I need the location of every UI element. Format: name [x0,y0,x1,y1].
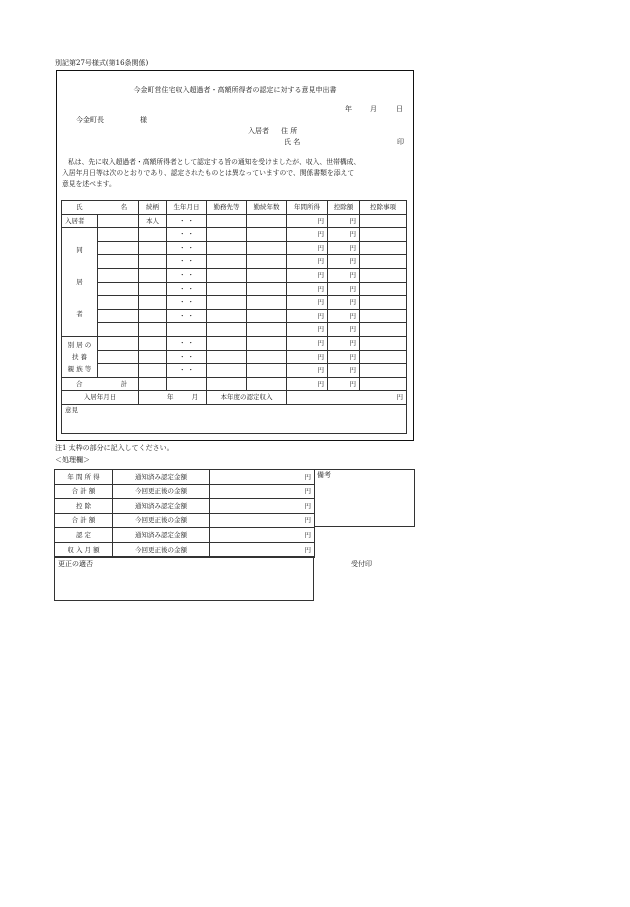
relation-cell[interactable] [139,228,167,242]
relation-cell[interactable] [139,323,167,337]
addressee-name: 今金町長 [76,116,104,124]
table-row [62,296,407,310]
table-row [55,513,315,528]
header-deduction: 控除額 [328,201,360,215]
total-row [62,377,407,391]
birthdate-cell[interactable]: ・ ・ [167,350,207,364]
header-name [62,201,139,215]
correction-label: 更正の適否 [58,560,93,568]
workplace-cell[interactable] [207,241,247,255]
income-cell[interactable]: 円 [287,309,328,323]
group-label-dependents [62,336,98,377]
deduction-items-cell[interactable] [360,228,407,242]
workplace-cell[interactable] [207,336,247,350]
table-header-row [62,201,407,215]
deduction-cell[interactable]: 円 [328,350,360,364]
name-cell[interactable] [98,350,139,364]
move-in-date-cell[interactable] [139,391,207,405]
date-month: 月 [370,105,377,113]
birthdate-cell[interactable]: ・ ・ [167,241,207,255]
workplace-cell[interactable] [207,350,247,364]
form-title: 今金町営住宅収入超過者・高額所得者の認定に対する意見申出書 [133,86,337,94]
header-name-given: 名 [120,203,128,212]
processing-label: ＜処理欄＞ [55,456,90,464]
deduction-cell[interactable]: 円 [328,336,360,350]
birthdate-cell[interactable]: ・ ・ [167,214,207,228]
date-day: 日 [396,105,403,113]
income-cell[interactable]: 円 [287,296,328,310]
group-char: 居 [76,277,83,286]
proc-group-label: 認 定 [55,528,113,543]
deduction-cell[interactable]: 円 [328,241,360,255]
birthdate-cell[interactable]: ・ ・ [167,255,207,269]
move-in-month: 月 [191,393,199,402]
applicant-name-label: 氏 名 [284,138,301,146]
years-cell[interactable] [247,364,287,378]
table-row [62,228,407,242]
birthdate-cell[interactable]: ・ ・ [167,296,207,310]
empty-cell [247,377,287,391]
birthdate-cell[interactable]: ・ ・ [167,228,207,242]
relation-cell[interactable] [139,309,167,323]
workplace-cell[interactable] [207,268,247,282]
empty-cell [360,377,407,391]
name-cell[interactable] [98,268,139,282]
proc-amount-cell[interactable]: 円 [210,484,315,499]
date-year: 年 [345,105,352,113]
table-row [62,241,407,255]
deduction-items-cell[interactable] [360,255,407,269]
years-cell[interactable] [247,282,287,296]
proc-amount-cell[interactable]: 円 [210,470,315,485]
table-row [55,528,315,543]
workplace-cell[interactable] [207,364,247,378]
statement-line: 私は、先に収入超過者・高額所得者として認定する旨の通知を受けましたが、収入、世帯構成、 [68,158,361,166]
deduction-items-cell[interactable] [360,214,407,228]
name-cell[interactable] [98,323,139,337]
statement-line: 入居年月日等は次のとおりであり、認定されたものとは異なっていますので、関係書類を添えて [62,168,355,177]
workplace-cell[interactable] [207,214,247,228]
note: 注1 太枠の部分に記入してください。 [55,444,174,452]
deduction-items-cell[interactable] [360,323,407,337]
proc-row-label: 今回更正後の金額 [113,542,210,557]
years-cell[interactable] [247,323,287,337]
applicant-table [61,200,407,434]
workplace-cell[interactable] [207,309,247,323]
proc-row-label: 通知済み認定金額 [113,499,210,514]
table-row [62,336,407,350]
relation-cell[interactable] [139,336,167,350]
proc-amount-cell[interactable]: 円 [210,542,315,557]
relation-cell[interactable] [139,364,167,378]
applicant-address-label: 住 所 [281,127,298,135]
years-cell[interactable] [247,309,287,323]
deduction-items-cell[interactable] [360,241,407,255]
move-in-label: 入居年月日 [62,391,139,405]
name-cell[interactable] [98,228,139,242]
group-char: 扶 養 [71,352,88,361]
proc-group-label: 控 除 [55,499,113,514]
processing-table [54,469,315,558]
income-cell[interactable]: 円 [287,214,328,228]
years-cell[interactable] [247,336,287,350]
table-row [62,309,407,323]
deduction-items-cell[interactable] [360,350,407,364]
header-income: 年間所得 [287,201,328,215]
move-in-year: 年 [167,393,174,402]
relation-cell[interactable] [139,241,167,255]
deduction-cell[interactable]: 円 [328,323,360,337]
applicant-label: 入居者 [248,127,269,135]
deduction-items-cell[interactable] [360,282,407,296]
applicant-seal: 印 [397,138,404,146]
statement [62,157,360,189]
workplace-cell[interactable] [207,296,247,310]
table-row [55,499,315,514]
birthdate-cell[interactable]: ・ ・ [167,364,207,378]
deduction-cell[interactable]: 円 [328,296,360,310]
income-cell[interactable]: 円 [287,323,328,337]
total-char: 合 [76,379,83,388]
certified-income-label: 本年度の認定収入 [207,391,287,405]
header-workplace: 勤務先等 [207,201,247,215]
certified-income-cell[interactable]: 円 [287,391,407,405]
deduction-items-cell[interactable] [360,268,407,282]
deduction-cell[interactable]: 円 [328,364,360,378]
row-label-resident: 入居者 [62,214,98,228]
birthdate-cell[interactable]: ・ ・ [167,309,207,323]
table-row [62,323,407,337]
proc-row-label: 通知済み認定金額 [113,470,210,485]
proc-amount-cell[interactable]: 円 [210,499,315,514]
income-cell[interactable]: 円 [287,350,328,364]
income-cell[interactable]: 円 [287,241,328,255]
header-name-family: 氏 [76,203,83,212]
workplace-cell[interactable] [207,228,247,242]
move-in-row [62,391,407,405]
birthdate-cell[interactable]: ・ ・ [167,282,207,296]
relation-cell[interactable] [139,255,167,269]
deduction-cell[interactable]: 円 [328,255,360,269]
name-cell[interactable] [98,282,139,296]
table-row [55,542,315,557]
deduction-items-cell[interactable] [360,309,407,323]
total-income-cell[interactable]: 円 [287,377,328,391]
addressee-honorific: 様 [140,116,147,124]
table-row [55,470,315,485]
opinion-label: 意見 [65,405,78,414]
income-cell[interactable]: 円 [287,228,328,242]
group-char: 別 居 の [67,340,92,349]
income-cell[interactable]: 円 [287,282,328,296]
name-cell[interactable] [98,309,139,323]
deduction-cell[interactable]: 円 [328,268,360,282]
empty-cell [207,377,247,391]
years-cell[interactable] [247,255,287,269]
total-char: 計 [120,379,128,388]
group-char: 親 族 等 [67,364,92,373]
table-row [62,255,407,269]
relation-cell[interactable] [139,282,167,296]
years-cell[interactable] [247,228,287,242]
table-row [62,364,407,378]
name-cell[interactable] [98,255,139,269]
total-deduction-cell[interactable]: 円 [328,377,360,391]
header-deduction-items: 控除事項 [360,201,407,215]
deduction-cell[interactable]: 円 [328,228,360,242]
group-char: 同 [76,245,83,254]
workplace-cell[interactable] [207,255,247,269]
birthdate-cell[interactable] [167,323,207,337]
empty-cell [167,377,207,391]
income-cell[interactable]: 円 [287,255,328,269]
table-row [62,268,407,282]
proc-group-label: 合 計 額 [55,513,113,528]
proc-row-label: 通知済み認定金額 [113,528,210,543]
proc-row-label: 今回更正後の金額 [113,484,210,499]
proc-group-label: 年 間 所 得 [55,470,113,485]
birthdate-cell[interactable]: ・ ・ [167,268,207,282]
group-label-cohabitant [62,228,98,337]
workplace-cell[interactable] [207,282,247,296]
header-relation: 続柄 [139,201,167,215]
deduction-cell[interactable]: 円 [328,309,360,323]
opinion-cell[interactable] [62,404,407,433]
relation-cell[interactable] [139,296,167,310]
proc-group-label: 合 計 額 [55,484,113,499]
deduction-cell[interactable]: 円 [328,282,360,296]
years-cell[interactable] [247,350,287,364]
form-code: 別記第27号様式(第16条関係) [55,59,149,67]
empty-cell [139,377,167,391]
proc-amount-cell[interactable]: 円 [210,528,315,543]
table-row [62,214,407,228]
table-row [62,350,407,364]
name-cell[interactable] [98,336,139,350]
move-in-day [200,393,206,401]
relation-cell[interactable] [139,350,167,364]
header-birthdate: 生年月日 [167,201,207,215]
header-years: 勤続年数 [247,201,287,215]
group-char: 者 [76,309,83,318]
name-cell[interactable] [98,241,139,255]
deduction-cell[interactable]: 円 [328,214,360,228]
years-cell[interactable] [247,296,287,310]
years-cell[interactable] [247,241,287,255]
proc-group-label: 収 入 月 額 [55,542,113,557]
table-row [62,282,407,296]
name-cell[interactable] [98,296,139,310]
received-seal-label: 受付印 [351,560,372,568]
table-row [55,484,315,499]
remarks-label: 備考 [317,471,331,479]
total-label [62,377,139,391]
remarks-box[interactable] [314,469,415,527]
correction-box[interactable] [54,556,314,601]
years-cell[interactable] [247,268,287,282]
years-cell[interactable] [247,214,287,228]
statement-line: 意見を述べます。 [62,179,116,188]
relation-cell[interactable] [139,268,167,282]
relation-cell: 本人 [139,214,167,228]
proc-row-label: 今回更正後の金額 [113,513,210,528]
opinion-row [62,404,407,433]
income-cell[interactable]: 円 [287,364,328,378]
name-cell[interactable] [98,364,139,378]
birthdate-cell[interactable]: ・ ・ [167,336,207,350]
deduction-items-cell[interactable] [360,336,407,350]
deduction-items-cell[interactable] [360,364,407,378]
income-cell[interactable]: 円 [287,336,328,350]
name-cell[interactable] [98,214,139,228]
deduction-items-cell[interactable] [360,296,407,310]
income-cell[interactable]: 円 [287,268,328,282]
workplace-cell[interactable] [207,323,247,337]
proc-amount-cell[interactable]: 円 [210,513,315,528]
